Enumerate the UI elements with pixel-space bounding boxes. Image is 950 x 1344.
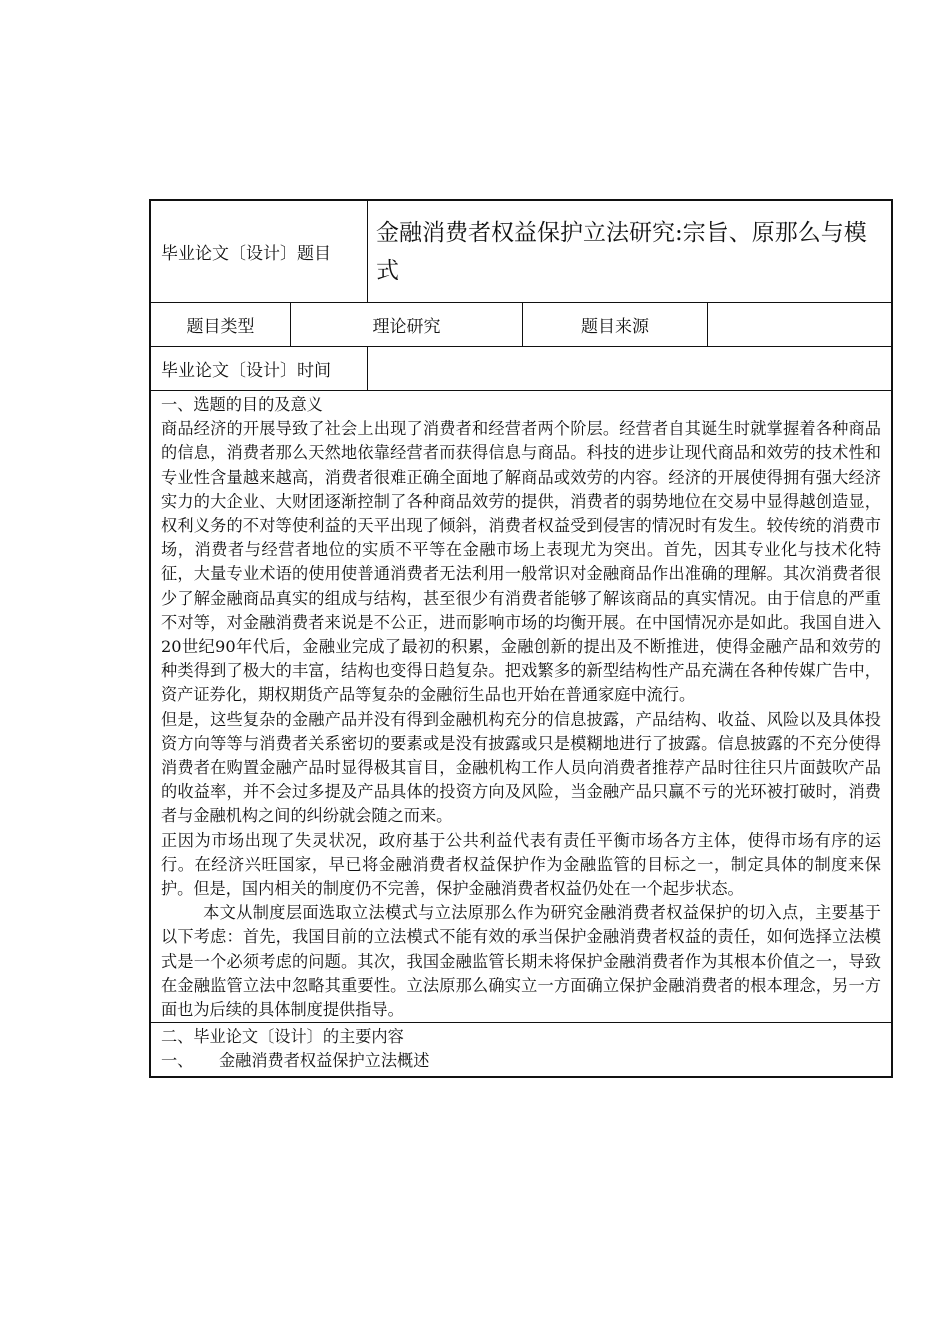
source-value [708,303,891,346]
thesis-form-table [149,199,893,1078]
section-heading: 二、毕业论文〔设计〕的主要内容 [161,1027,404,1047]
outline-item-number: 一、 [161,1051,194,1071]
paragraph: 本文从制度层面选取立法模式与立法原那么作为研究金融消费者权益保护的切入点，主要基于以下考虑：首先，我国目前的立法模式不能有效的承当保护金融消费者权益的责任，如何选择立法模式是一个必须考虑的问题。其次，我国金融监管长期未将保护金融消费者作为其根本价值之一，导致在金融监管立法中忽略其重要性。立法原那么确实立一方面确立保护金融消费者的根本理念，另一方面也为后续的具体制度提供指导。 [161,903,881,1020]
paragraph: 正因为市场出现了失灵状况，政府基于公共利益代表有责任平衡市场各方主体，使得市场有序的运行。在经济兴旺国家，早已将金融消费者权益保护作为金融监管的目标之一，制定具体的制度来保护。但是，国内相关的制度仍不完善，保护金融消费者权益仍处在一个起步状态。 [161,830,881,899]
type-row [151,303,891,347]
section-heading: 一、选题的目的及意义 [161,395,323,414]
title-label: 毕业论文〔设计〕题目 [151,201,368,302]
content-row [151,1023,891,1075]
time-label: 毕业论文〔设计〕时间 [151,347,368,390]
time-value [368,347,891,390]
outline-item [161,1049,881,1073]
purpose-row [151,391,891,1023]
thesis-title: 金融消费者权益保护立法研究:宗旨、原那么与模式 [376,219,867,284]
type-value: 理论研究 [291,303,523,346]
title-row [151,201,891,303]
type-label: 题目类型 [151,303,291,346]
source-label: 题目来源 [523,303,708,346]
outline-item-text: 金融消费者权益保护立法概述 [219,1051,430,1071]
paragraph: 商品经济的开展导致了社会上出现了消费者和经营者两个阶层。经营者自其诞生时就掌握着各种商品的信息，消费者那么天然地依靠经营者而获得信息与商品。科技的进步让现代商品和效劳的技术性和专业性含量越来越高，消费者很难正确全面地了解商品或效劳的内容。经济的开展使得拥有强大经济实力的大企业、大财团逐渐控制了各种商品效劳的提供，消费者的弱势地位在交易中显得越创造显，权利义务的不对等使利益的天平出现了倾斜，消费者权益受到侵害的情况时有发生。较传统的消费市场，消费者与经营者地位的实质不平等在金融市场上表现尤为突出。首先，因其专业化与技术化特征，大量专业术语的使用使普通消费者无法利用一般常识对金融商品作出准确的理解。其次消费者很少了解金融商品真实的组成与结构，甚至很少有消费者能够了解该商品的真实情况。由于信息的严重不对等，对金融消费者来说是不公正，进而影响市场的均衡开展。在中国情况亦是如此。我国自进入20世纪90年代后，金融业完成了最初的积累，金融创新的提出及不断推进，使得金融产品和效劳的种类得到了极大的丰富，结构也变得日趋复杂。把戏繁多的新型结构性产品充满在各种传媒广告中，资产证券化，期权期货产品等复杂的金融衍生品也开始在普通家庭中流行。 [161,419,881,705]
content-section [151,1023,891,1075]
time-row [151,347,891,391]
paragraph: 但是，这些复杂的金融产品并没有得到金融机构充分的信息披露，产品结构、收益、风险以及具体投资方向等等与消费者关系密切的要素或是没有披露或只是模糊地进行了披露。信息披露的不充分使得消费者在购置金融产品时显得极其盲目，金融机构工作人员向消费者推荐产品时往往只片面鼓吹产品的收益率，并不会过多提及产品具体的投资方向及风险，当金融产品只赢不亏的光环被打破时，消费者与金融机构之间的纠纷就会随之而来。 [161,709,881,826]
purpose-section [151,391,891,1022]
